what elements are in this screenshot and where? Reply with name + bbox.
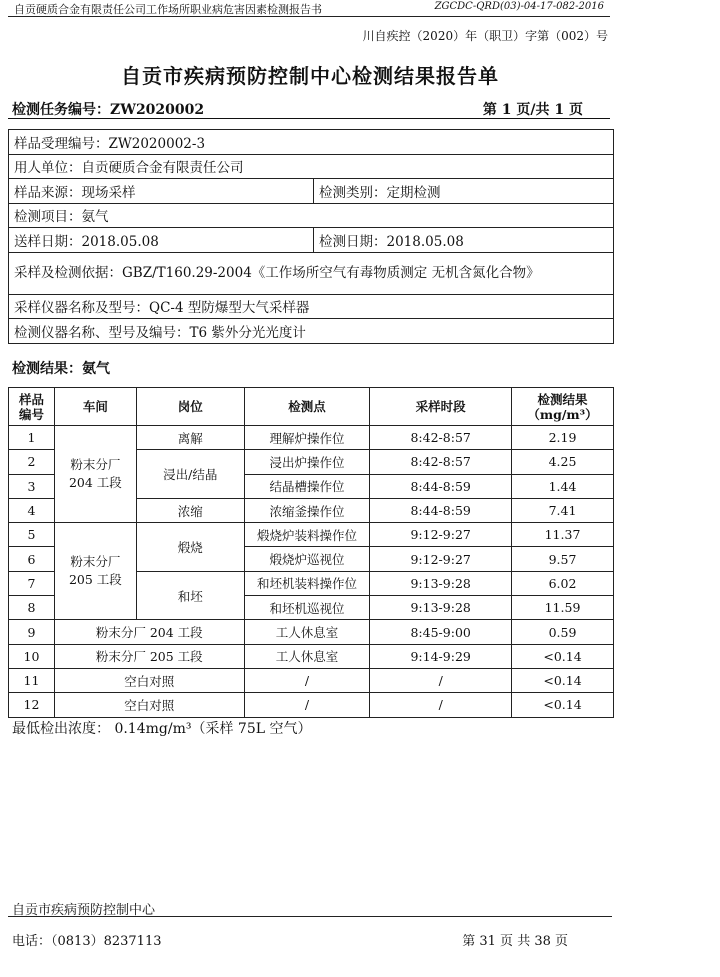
running-header-code: ZGCDC-QRD(03)-04-17-082-2016: [434, 1, 604, 12]
cell-point: 理解炉操作位: [244, 426, 370, 450]
col-header-post: 岗位: [136, 388, 244, 426]
info-row: [9, 319, 614, 344]
cell-no: 4: [9, 498, 55, 522]
page-count: 第 1 页/共 1 页: [482, 102, 583, 118]
footer-page-number: 第 31 页 共 38 页: [462, 934, 568, 949]
document-number: 川自疾控（2020）年（职卫）字第（002）号: [362, 29, 608, 43]
cell-point: 煅烧炉装料操作位: [244, 523, 370, 547]
cell-point: 浓缩釜操作位: [244, 498, 370, 522]
table-row: [9, 523, 614, 547]
cell-location: 粉末分厂 205 工段: [54, 644, 244, 668]
detection-limit: 最低检出浓度： 0.14mg/m³（采样 75L 空气）: [12, 721, 312, 737]
test-category: 检测类别：定期检测: [314, 179, 614, 204]
cell-point: 工人休息室: [244, 644, 370, 668]
post-calcine: 煅烧: [136, 523, 244, 572]
table-row: [9, 426, 614, 450]
cell-location: 空白对照: [54, 668, 244, 692]
cell-time: 8:42-8:57: [370, 426, 512, 450]
cell-result: 9.57: [512, 547, 614, 571]
info-row: [9, 228, 614, 253]
col-header-sample-no: 样品 编号: [9, 388, 55, 426]
info-row: [9, 294, 614, 319]
table-row: [9, 668, 614, 692]
cell-result: <0.14: [512, 644, 614, 668]
cell-result: 2.19: [512, 426, 614, 450]
cell-no: 7: [9, 571, 55, 595]
cell-result: 6.02: [512, 571, 614, 595]
cell-point: 和坯机巡视位: [244, 596, 370, 620]
test-item: 检测项目：氨气: [9, 203, 614, 228]
header-rule: [8, 16, 610, 17]
test-instrument: 检测仪器名称、型号及编号：T6 紫外分光光度计: [9, 319, 614, 344]
cell-time: /: [370, 693, 512, 717]
cell-no: 10: [9, 644, 55, 668]
cell-no: 6: [9, 547, 55, 571]
sample-info-table: [8, 129, 614, 344]
post-concentrate: 浓缩: [136, 498, 244, 522]
cell-result: 7.41: [512, 498, 614, 522]
cell-result: 1.44: [512, 474, 614, 498]
cell-result: 0.59: [512, 620, 614, 644]
sample-receipt-number: 样品受理编号：ZW2020002-3: [9, 130, 614, 155]
info-row: [9, 130, 614, 155]
cell-point: 结晶槽操作位: [244, 474, 370, 498]
cell-time: 8:44-8:59: [370, 474, 512, 498]
cell-location: 空白对照: [54, 693, 244, 717]
cell-point: 浸出炉操作位: [244, 450, 370, 474]
employer: 用人单位：自贡硬质合金有限责任公司: [9, 154, 614, 179]
sampler-instrument: 采样仪器名称及型号：QC-4 型防爆型大气采样器: [9, 294, 614, 319]
cell-time: 9:13-9:28: [370, 596, 512, 620]
cell-no: 3: [9, 474, 55, 498]
delivery-date: 送样日期：2018.05.08: [9, 228, 314, 253]
cell-result: 4.25: [512, 450, 614, 474]
cell-point: /: [244, 668, 370, 692]
cell-point: 工人休息室: [244, 620, 370, 644]
cell-no: 8: [9, 596, 55, 620]
page-title: 自贡市疾病预防控制中心检测结果报告单: [121, 64, 499, 88]
col-header-point: 检测点: [244, 388, 370, 426]
result-title: 检测结果：氨气: [12, 361, 110, 377]
cell-time: 8:44-8:59: [370, 498, 512, 522]
post-mix: 和坯: [136, 571, 244, 620]
cell-result: 11.37: [512, 523, 614, 547]
info-row: [9, 203, 614, 228]
cell-no: 11: [9, 668, 55, 692]
cell-result: <0.14: [512, 668, 614, 692]
cell-no: 2: [9, 450, 55, 474]
table-header-row: [9, 388, 614, 426]
cell-time: /: [370, 668, 512, 692]
cell-time: 8:42-8:57: [370, 450, 512, 474]
task-rule: [8, 118, 610, 119]
cell-location: 粉末分厂 204 工段: [54, 620, 244, 644]
cell-no: 12: [9, 693, 55, 717]
info-row: [9, 154, 614, 179]
col-header-time: 采样时段: [370, 388, 512, 426]
post-leach-crystallize: 浸出/结晶: [136, 450, 244, 499]
test-date: 检测日期：2018.05.08: [314, 228, 614, 253]
result-table: [8, 387, 614, 718]
cell-time: 8:45-9:00: [370, 620, 512, 644]
cell-time: 9:14-9:29: [370, 644, 512, 668]
post-dissociation: 离解: [136, 426, 244, 450]
cell-time: 9:12-9:27: [370, 523, 512, 547]
table-row: [9, 693, 614, 717]
workshop-205: 粉末分厂 205 工段: [54, 523, 136, 620]
test-basis: 采样及检测依据：GBZ/T160.29-2004《工作场所空气有毒物质测定 无机含氮化合物》: [9, 252, 614, 294]
col-header-result: 检测结果 （mg/m³）: [512, 388, 614, 426]
cell-no: 9: [9, 620, 55, 644]
info-row: [9, 252, 614, 294]
cell-time: 9:13-9:28: [370, 571, 512, 595]
running-header-title: 自贡硬质合金有限责任公司工作场所职业病危害因素检测报告书: [14, 3, 322, 16]
cell-no: 1: [9, 426, 55, 450]
footer-organization: 自贡市疾病预防控制中心: [12, 903, 156, 918]
footer-rule: [8, 916, 612, 917]
table-row: [9, 620, 614, 644]
cell-result: 11.59: [512, 596, 614, 620]
info-row: [9, 179, 614, 204]
col-header-workshop: 车间: [54, 388, 136, 426]
task-number: 检测任务编号：ZW2020002: [12, 102, 205, 118]
cell-point: 和坯机装料操作位: [244, 571, 370, 595]
cell-no: 5: [9, 523, 55, 547]
cell-result: <0.14: [512, 693, 614, 717]
cell-point: /: [244, 693, 370, 717]
workshop-204: 粉末分厂 204 工段: [54, 426, 136, 523]
cell-time: 9:12-9:27: [370, 547, 512, 571]
footer-telephone: 电话：（0813）8237113: [12, 934, 162, 949]
sample-source: 样品来源：现场采样: [9, 179, 314, 204]
cell-point: 煅烧炉巡视位: [244, 547, 370, 571]
table-row: [9, 644, 614, 668]
